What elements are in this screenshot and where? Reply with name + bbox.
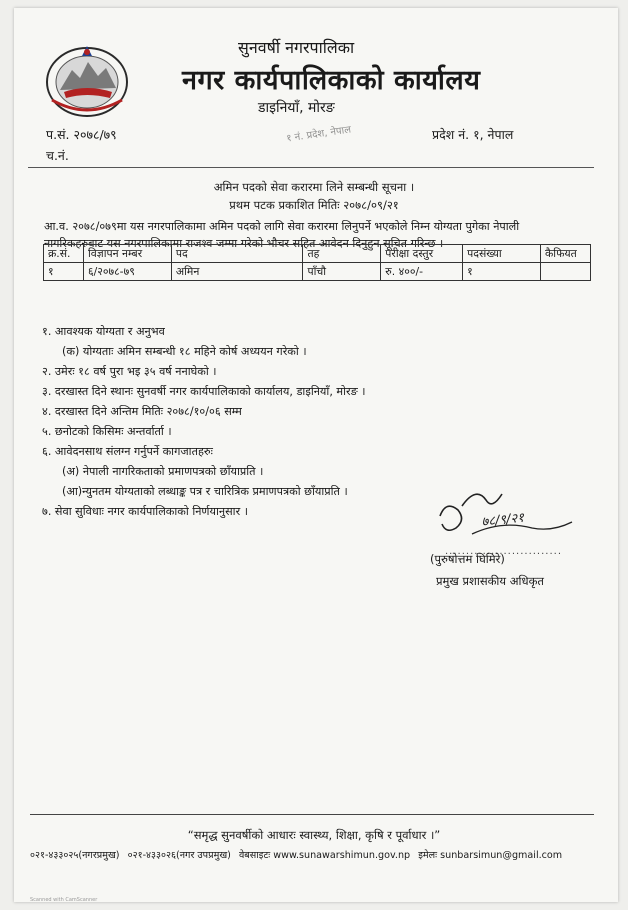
letter-reference-number: प.सं. २०७८/७९	[46, 127, 117, 142]
table-cell: ६/२०७८-७९	[83, 263, 171, 281]
signature-date: ७८/९/२१	[480, 510, 525, 530]
vacancy-table	[43, 244, 591, 281]
table-header: तह	[303, 245, 381, 263]
scanner-watermark: Scanned with CamScanner	[30, 897, 98, 903]
table-cell: १	[463, 263, 541, 281]
signatory-title: प्रमुख प्रशासकीय अधिकृत	[436, 574, 544, 588]
table-cell	[540, 263, 590, 281]
phone-number: ०२१-४३३०२६(नगर उपप्रमुख)	[127, 850, 231, 861]
office-stamp	[268, 110, 388, 146]
table-header: पद	[171, 245, 303, 263]
footer-divider	[30, 814, 594, 815]
signature-line: ............................	[445, 546, 563, 557]
table-cell: रु. ४००/-	[381, 263, 463, 281]
email-link[interactable]: इमेलः sunbarsimun@gmail.com	[418, 850, 563, 861]
notice-title: अमिन पदको सेवा करारमा लिने सम्बन्धी सूचना ।	[213, 180, 415, 194]
office-address: डाइनियाँ, मोरङ	[258, 100, 335, 116]
requirement-item: (अ) नेपाली नागरिकताको प्रमाणपत्रको छाँयाप्रति ।	[62, 465, 264, 478]
phone-number: ०२१-४३३०२५(नगरप्रमुख)	[30, 850, 120, 861]
handwritten-signature	[432, 476, 582, 556]
intro-line: आ.व. २०७८/०७९मा यस नगरपालिकामा अमिन पदको लागि सेवा करारमा लिनुपर्ने भएकोले निम्न योग्यता पुगेका नेपाली	[44, 220, 520, 233]
table-header: पदसंख्या	[463, 245, 541, 263]
table-row	[44, 263, 591, 281]
nepal-emblem-icon	[42, 40, 132, 118]
dispatch-number: च.नं.	[46, 148, 69, 163]
province-label: प्रदेश नं. १, नेपाल	[432, 127, 514, 142]
intro-line: नागरिकहरुबाट यस नगरपालिकामा राजश्व जम्मा गरेको भौचर सहित आवेदन दिनुहुन सूचित गरिन्छ ।	[44, 237, 444, 250]
table-header: कैफियत	[540, 245, 590, 263]
requirement-item: २. उमेरः १८ वर्ष पुरा भइ ३५ वर्ष ननाघेको ।	[42, 365, 217, 378]
table-header: क्र.सं.	[44, 245, 84, 263]
table-header-row	[44, 245, 591, 263]
requirement-item: ७. सेवा सुविधाः नगर कार्यपालिकाको निर्णयानुसार ।	[42, 505, 248, 518]
stamp-text: १ नं. प्रदेश, नेपाल	[285, 124, 352, 145]
footer-contact	[30, 848, 604, 861]
table-cell: अमिन	[171, 263, 303, 281]
table-cell: पाँचौ	[303, 263, 381, 281]
municipality-name: सुनवर्षी नगरपालिका	[238, 38, 355, 57]
requirement-item: ६. आवेदनसाथ संलग्न गर्नुपर्ने कागजातहरुः	[42, 445, 213, 458]
header-divider	[28, 167, 594, 168]
requirement-item: ५. छनोटको किसिमः अन्तर्वार्ता ।	[42, 425, 172, 438]
office-title: नगर कार्यपालिकाको कार्यालय	[182, 65, 481, 96]
requirement-item: ३. दरखास्त दिने स्थानः सुनवर्षी नगर कार्यपालिकाको कार्यालय, डाइनियाँ, मोरङ ।	[42, 385, 366, 398]
website-link[interactable]: वेबसाइटः www.sunawarshimun.gov.np	[238, 850, 411, 861]
table-header: परीक्षा दस्तुर	[381, 245, 463, 263]
table-cell: १	[44, 263, 84, 281]
requirement-item: ४. दरखास्त दिने अन्तिम मितिः २०७८/१०/०६ सम्म	[42, 405, 242, 418]
requirement-item: १. आवश्यक योग्यता र अनुभव	[42, 325, 165, 338]
footer-slogan: “समृद्ध सुनवर्षीको आधारः स्वास्थ्य, शिक्षा, कृषि र पूर्वाधार ।”	[187, 828, 441, 842]
publish-date: प्रथम पटक प्रकाशित मितिः २०७८/०९/२१	[229, 198, 399, 212]
table-header: विज्ञापन नम्बर	[83, 245, 171, 263]
requirement-item: (क) योग्यताः अमिन सम्बन्धी १८ महिने कोर्ष अध्ययन गरेको ।	[62, 345, 307, 358]
requirement-item: (आ)न्युनतम योग्यताको लब्धाङ्क पत्र र चारित्रिक प्रमाणपत्रको छाँयाप्रति ।	[62, 485, 348, 498]
signatory-name: (पुरुषोत्तम घिमिरे)	[430, 552, 505, 566]
